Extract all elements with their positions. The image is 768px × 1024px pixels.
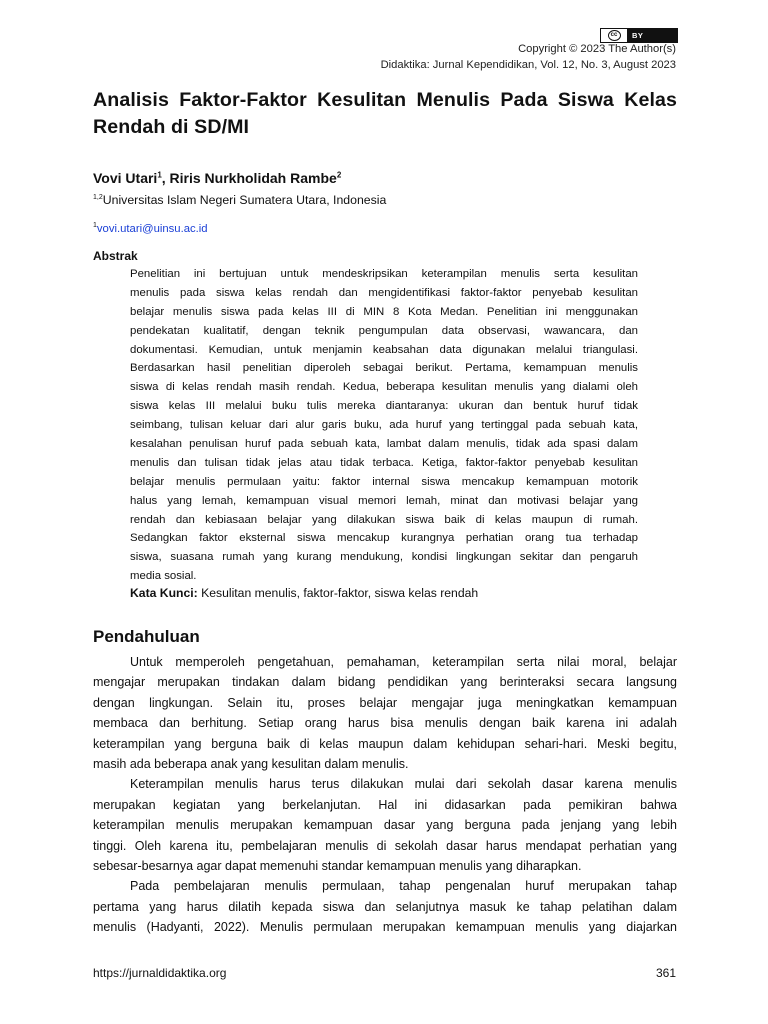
introduction-body	[93, 652, 677, 937]
paragraph-line: merupakan kegiatan yang berkelanjutan. Hal ini didasarkan pada pemikiran bahwa	[93, 797, 677, 812]
by-label: BY	[632, 31, 644, 40]
section-heading: Pendahuluan	[93, 627, 200, 646]
abstract-line: siswa, suasana rumah yang kurang mendukung, kondisi lingkungan sekitar dan pengaruh	[130, 551, 638, 564]
abstract-body	[130, 265, 638, 586]
paragraph-line: membaca dan berhitung. Setiap orang harus bisa menulis dengan baik karena ini adalah	[93, 716, 677, 731]
abstract-line: Penelitian ini bertujuan untuk mendeskripsikan keterampilan menulis serta kesulitan	[130, 268, 638, 280]
abstract-line: kesalahan penulisan huruf pada sebuah kata, lambat dalam menulis, tidak ada spasi dalam	[130, 438, 638, 451]
paragraph-line: Pada pembelajaran menulis permulaan, tahap pengenalan huruf merupakan tahap	[130, 879, 677, 894]
title-line-1: Analisis Faktor-Faktor Kesulitan Menulis Pada Siswa Kelas	[93, 89, 677, 111]
author-separator: ,	[161, 170, 170, 186]
abstract-line: media sosial.	[130, 570, 197, 583]
paragraph-line: mengajar merupakan tindakan dalam bidang pendidikan yang berinteraksi secara langsung	[93, 675, 677, 690]
abstract-line: Berdasarkan hasil penelitian diperoleh sebagai berikut. Pertama, kemampuan menulis	[130, 362, 638, 375]
abstract-heading: Abstrak	[93, 249, 138, 263]
author-email	[93, 222, 208, 235]
title-line-2: Rendah di SD/MI	[93, 116, 250, 138]
journal-citation: Didaktika: Jurnal Kependidikan, Vol. 12, No. 3, August 2023	[380, 59, 676, 71]
paragraph-line: dengan lingkungan. Selain itu, proses belajar mengajar juga meningkatkan kemampuan	[93, 695, 677, 710]
abstract-line: dokumentasi. Kemudian, untuk menjamin keabsahan data digunakan melalui triangulasi.	[130, 343, 638, 356]
paragraph-line: menulis (Hadyanti, 2022). Menulis permulaan merupakan kemampuan menulis yang diajarkan	[93, 920, 677, 935]
keywords-text: Kesulitan menulis, faktor-faktor, siswa kelas rendah	[197, 586, 479, 600]
paragraph-line: keterampilan yang berguna baik di kelas maupun dalam kehidupan sehari-hari. Meski begitu,	[93, 736, 677, 751]
copyright-line: Copyright © 2023 The Author(s)	[518, 43, 676, 55]
abstract-line: rendah dan kebiasaan belajar yang dilakukan siswa baik di kelas maupun di rumah.	[130, 513, 638, 526]
page-number: 361	[655, 966, 676, 980]
abstract-line: siswa di kelas rendah masih rendah. Kedua, beberapa kesulitan menulis yang dialami oleh	[130, 381, 638, 394]
abstract-line: Sedangkan faktor eksternal siswa mencakup kurangnya perhatian orang tua terhadap	[130, 532, 638, 545]
affiliation	[93, 193, 386, 207]
affiliation-text: Universitas Islam Negeri Sumatera Utara, Indonesia	[102, 193, 387, 207]
cc-by-license-badge	[600, 28, 678, 43]
footer-url[interactable]: https://jurnaldidaktika.org	[93, 966, 227, 980]
affiliation-sup: 1,2	[93, 193, 103, 201]
email-link[interactable]: vovi.utari@uinsu.ac.id	[96, 222, 208, 235]
abstract-line: menulis pada siswa kelas rendah dan mengidentifikasi faktor-faktor penyebab kesulitan	[130, 286, 638, 299]
keywords	[130, 586, 478, 600]
abstract-line: halus yang lemah, kemampuan visual memori lemah, minat dan motivasi belajar yang	[130, 494, 638, 507]
abstract-line: belajar menulis permulaan yaitu: faktor internal siswa mencakup kemampuan motorik	[130, 475, 638, 488]
author-2-name: Riris Nurkholidah Rambe	[169, 170, 337, 186]
abstract-line: belajar menulis siswa pada kelas III di MIN 8 Kota Medan. Penelitian ini menggunakan	[130, 305, 638, 318]
paragraph-line: keterampilan menulis merupakan kemampuan dasar yang berguna pada jenjang yang lebih	[93, 818, 677, 833]
abstract-line: pendekatan kualitatif, dengan teknik pengumpulan data observasi, wawancara, dan	[130, 324, 638, 337]
email-sup: 1	[93, 222, 97, 229]
paragraph-line: tinggi. Oleh karena itu, pembelajaran menulis di sekolah dasar harus mendapat perhatian yang	[93, 838, 677, 853]
paragraph-line: sebesar-besarnya agar dapat memenuhi standar kemampuan menulis yang diharapkan.	[93, 858, 582, 873]
keywords-label: Kata Kunci:	[130, 586, 198, 600]
author-2-sup: 2	[336, 170, 342, 180]
author-1-sup: 1	[157, 170, 162, 180]
paragraph-line: masih ada beberapa anak yang kesulitan dalam menulis.	[93, 756, 409, 771]
paragraph-line: Keterampilan menulis harus terus dilakukan mulai dari sekolah dasar karena menulis	[130, 777, 677, 792]
author-list	[93, 170, 341, 186]
paragraph-line: pertama yang harus dilatih kepada siswa dan selanjutnya masuk ke tahap pelatihan dalam	[93, 899, 677, 914]
abstract-line: menulis dan tulisan tidak jelas atau tidak terbaca. Ketiga, faktor-faktor penyebab kesulitan	[130, 456, 638, 469]
author-1-name: Vovi Utari	[93, 170, 158, 186]
paragraph-line: Untuk memperoleh pengetahuan, pemahaman, keterampilan serta nilai moral, belajar	[130, 655, 677, 669]
paper-title	[93, 87, 677, 141]
abstract-line: siswa kelas III melalui buku tulis mereka diantaranya: ukuran dan bentuk huruf tidak	[130, 400, 638, 413]
abstract-line: seimbang, tulisan keluar dari alur garis buku, ada huruf yang tertinggal pada sebuah kata,	[130, 419, 638, 432]
cc-icon: cc	[601, 29, 627, 42]
